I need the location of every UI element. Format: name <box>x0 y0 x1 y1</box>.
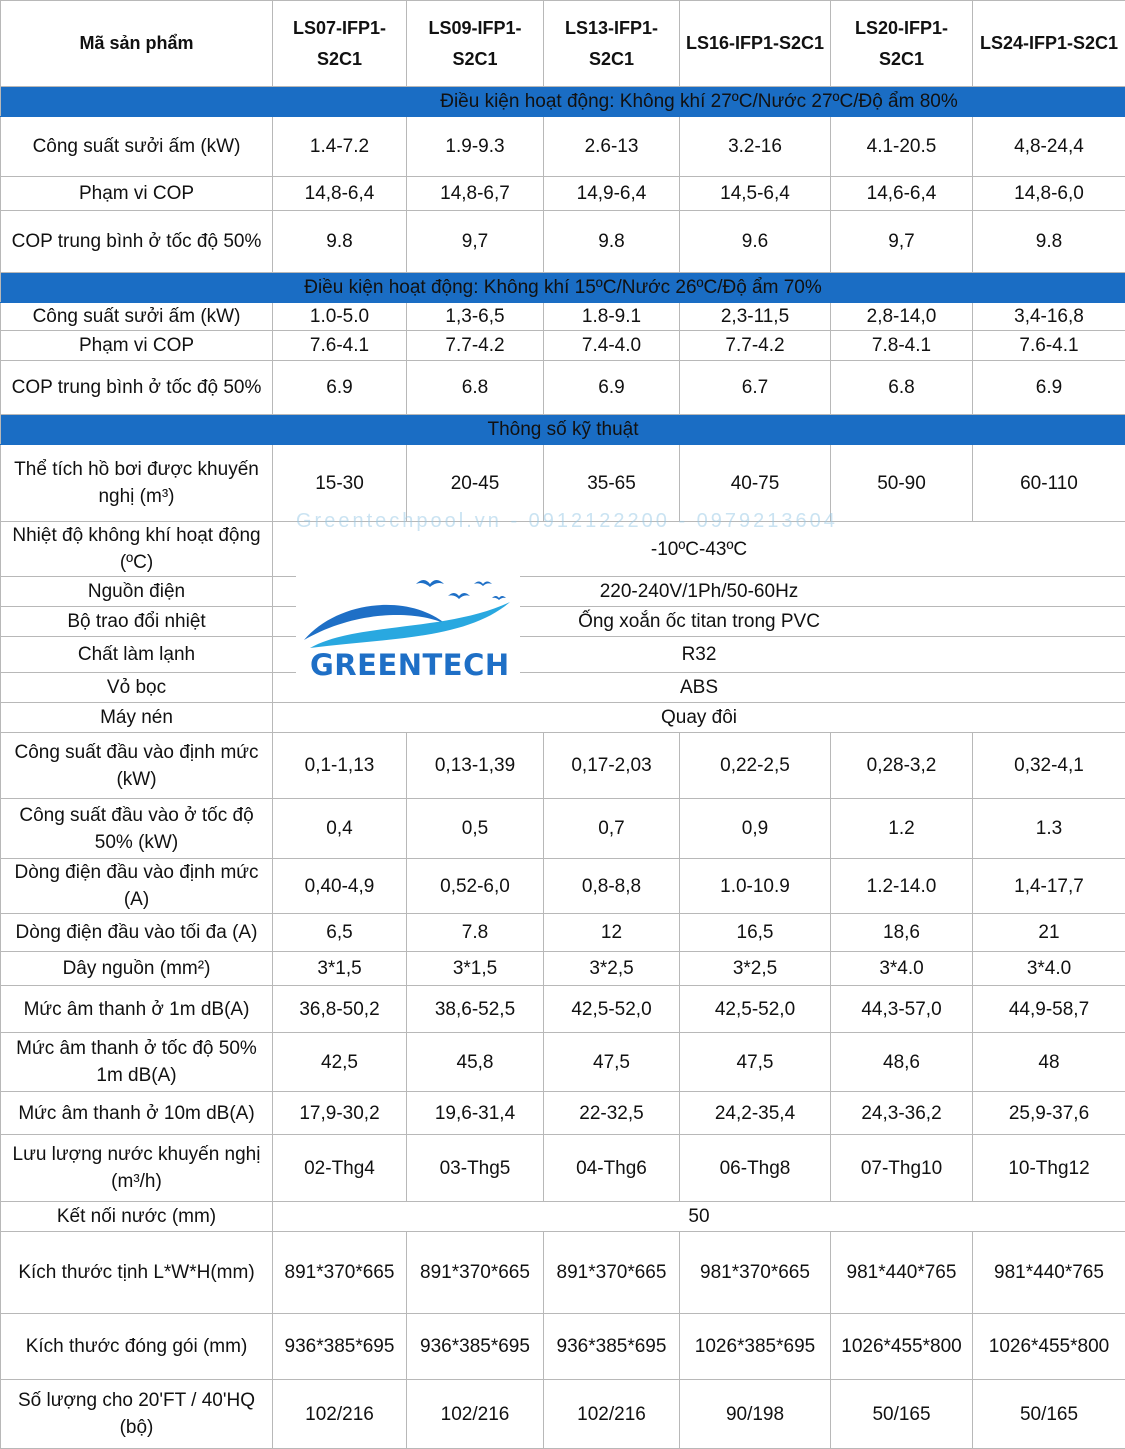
cell-value: 6,5 <box>273 914 407 952</box>
cell-value: 0,7 <box>544 799 680 859</box>
table-row <box>1 1135 1125 1202</box>
cell-value: 47,5 <box>544 1033 680 1092</box>
cell-value: R32 <box>273 637 1125 673</box>
cell-value: 3.2-16 <box>680 117 831 177</box>
cell-value: 48,6 <box>831 1033 973 1092</box>
cell-value: 22-32,5 <box>544 1092 680 1135</box>
cell-value: 3*1,5 <box>407 952 544 986</box>
cell-value: 42,5-52,0 <box>544 986 680 1033</box>
cell-value: 47,5 <box>680 1033 831 1092</box>
cell-value: 981*370*665 <box>680 1232 831 1314</box>
cell-value: 1.2-14.0 <box>831 859 973 914</box>
table-row <box>1 1232 1125 1314</box>
table-row <box>1 177 1125 211</box>
table-row <box>1 577 1125 607</box>
cell-value: 50/165 <box>973 1380 1125 1449</box>
section-title: Điều kiện hoạt động: Không khí 15ºC/Nước 26ºC/Độ ẩm 70% <box>1 273 1125 303</box>
model-header: LS13-IFP1-S2C1 <box>544 1 680 87</box>
row-label: Công suất sưởi ấm (kW) <box>1 117 273 177</box>
cell-value: ABS <box>273 673 1125 703</box>
table-row <box>1 733 1125 799</box>
cell-value: 0,4 <box>273 799 407 859</box>
model-header: LS20-IFP1-S2C1 <box>831 1 973 87</box>
cell-value: 7.4-4.0 <box>544 331 680 361</box>
table-row <box>1 799 1125 859</box>
section-header <box>1 87 1125 117</box>
cell-value: 42,5 <box>273 1033 407 1092</box>
cell-value: 0,17-2,03 <box>544 733 680 799</box>
cell-value: 1.2 <box>831 799 973 859</box>
cell-value: 38,6-52,5 <box>407 986 544 1033</box>
cell-value: 9.8 <box>544 211 680 273</box>
seagulls-and-waves-icon <box>296 562 520 652</box>
cell-value: Ống xoắn ốc titan trong PVC <box>273 607 1125 637</box>
cell-value: 7.7-4.2 <box>407 331 544 361</box>
row-label: COP trung bình ở tốc độ 50% <box>1 361 273 415</box>
cell-value: 35-65 <box>544 445 680 522</box>
row-label: Thể tích hồ bơi được khuyến nghị (m³) <box>1 445 273 522</box>
cell-value: 9.6 <box>680 211 831 273</box>
cell-value: 21 <box>973 914 1125 952</box>
cell-value: 0,52-6,0 <box>407 859 544 914</box>
cell-value: 0,5 <box>407 799 544 859</box>
row-label: Kích thước đóng gói (mm) <box>1 1314 273 1380</box>
cell-value: 24,2-35,4 <box>680 1092 831 1135</box>
cell-value: 12 <box>544 914 680 952</box>
cell-value: 6.9 <box>273 361 407 415</box>
table-row <box>1 1202 1125 1232</box>
table-row <box>1 952 1125 986</box>
cell-value: 936*385*695 <box>407 1314 544 1380</box>
cell-value: 3*2,5 <box>680 952 831 986</box>
cell-value: 891*370*665 <box>407 1232 544 1314</box>
cell-value: 1.8-9.1 <box>544 303 680 331</box>
row-label: Kết nối nước (mm) <box>1 1202 273 1232</box>
cell-value: 6.9 <box>973 361 1125 415</box>
cell-value: 936*385*695 <box>544 1314 680 1380</box>
table-row <box>1 117 1125 177</box>
cell-value: 14,8-6,0 <box>973 177 1125 211</box>
row-label: Mức âm thanh ở tốc độ 50% 1m dB(A) <box>1 1033 273 1092</box>
section-spacer <box>1 87 273 117</box>
cell-value: 14,8-6,7 <box>407 177 544 211</box>
cell-value: 44,3-57,0 <box>831 986 973 1033</box>
cell-value: 1026*385*695 <box>680 1314 831 1380</box>
section-header <box>1 273 1125 303</box>
cell-value: 18,6 <box>831 914 973 952</box>
cell-value: 03-Thg5 <box>407 1135 544 1202</box>
table-row <box>1 673 1125 703</box>
cell-value: 14,9-6,4 <box>544 177 680 211</box>
cell-value: 10-Thg12 <box>973 1135 1125 1202</box>
cell-value: 0,40-4,9 <box>273 859 407 914</box>
cell-value: 3*4.0 <box>831 952 973 986</box>
cell-value: 2,8-14,0 <box>831 303 973 331</box>
row-label: Vỏ bọc <box>1 673 273 703</box>
cell-value: 1,3-6,5 <box>407 303 544 331</box>
cell-value: 981*440*765 <box>973 1232 1125 1314</box>
cell-value: 06-Thg8 <box>680 1135 831 1202</box>
cell-value: 9,7 <box>831 211 973 273</box>
row-label: Chất làm lạnh <box>1 637 273 673</box>
cell-value: 102/216 <box>544 1380 680 1449</box>
cell-value: 4,8-24,4 <box>973 117 1125 177</box>
cell-value: 90/198 <box>680 1380 831 1449</box>
cell-value: 7.8-4.1 <box>831 331 973 361</box>
cell-value: 42,5-52,0 <box>680 986 831 1033</box>
header-label: Mã sản phẩm <box>1 1 273 87</box>
cell-value: 16,5 <box>680 914 831 952</box>
table-row <box>1 607 1125 637</box>
section-header <box>1 415 1125 445</box>
section-title: Thông số kỹ thuật <box>1 415 1125 445</box>
cell-value: 2.6-13 <box>544 117 680 177</box>
row-label: Công suất đầu vào định mức (kW) <box>1 733 273 799</box>
cell-value: 0,22-2,5 <box>680 733 831 799</box>
model-header: LS09-IFP1-S2C1 <box>407 1 544 87</box>
cell-value: 50/165 <box>831 1380 973 1449</box>
row-label: Mức âm thanh ở 10m dB(A) <box>1 1092 273 1135</box>
cell-value: 4.1-20.5 <box>831 117 973 177</box>
table-row <box>1 1033 1125 1092</box>
model-header: LS24-IFP1-S2C1 <box>973 1 1125 87</box>
cell-value: 14,5-6,4 <box>680 177 831 211</box>
cell-value: 0,28-3,2 <box>831 733 973 799</box>
cell-value: 1,4-17,7 <box>973 859 1125 914</box>
greentech-logo <box>296 562 520 688</box>
row-label: Dây nguồn (mm²) <box>1 952 273 986</box>
cell-value: 9.8 <box>273 211 407 273</box>
table-row <box>1 914 1125 952</box>
table-row <box>1 1314 1125 1380</box>
logo-text: GREENTECH <box>310 648 510 682</box>
table-row <box>1 703 1125 733</box>
cell-value: 0,9 <box>680 799 831 859</box>
cell-value: 45,8 <box>407 1033 544 1092</box>
cell-value: 891*370*665 <box>273 1232 407 1314</box>
row-label: Kích thước tịnh L*W*H(mm) <box>1 1232 273 1314</box>
cell-value: 891*370*665 <box>544 1232 680 1314</box>
cell-value: 936*385*695 <box>273 1314 407 1380</box>
cell-value: 04-Thg6 <box>544 1135 680 1202</box>
cell-value: 0,32-4,1 <box>973 733 1125 799</box>
table-row <box>1 331 1125 361</box>
row-label: Bộ trao đổi nhiệt <box>1 607 273 637</box>
row-label: Công suất sưởi ấm (kW) <box>1 303 273 331</box>
cell-value: 3,4-16,8 <box>973 303 1125 331</box>
cell-value: 40-75 <box>680 445 831 522</box>
row-label: Máy nén <box>1 703 273 733</box>
cell-value: 60-110 <box>973 445 1125 522</box>
cell-value: 25,9-37,6 <box>973 1092 1125 1135</box>
row-label: Nguồn điện <box>1 577 273 607</box>
watermark: Greentechpool.vn - 0912122200 - 0979213604 <box>296 510 838 533</box>
cell-value: 50 <box>273 1202 1125 1232</box>
cell-value: 6.8 <box>831 361 973 415</box>
cell-value: 3*4.0 <box>973 952 1125 986</box>
cell-value: 9,7 <box>407 211 544 273</box>
cell-value: 7.6-4.1 <box>973 331 1125 361</box>
cell-value: 7.8 <box>407 914 544 952</box>
cell-value: 2,3-11,5 <box>680 303 831 331</box>
cell-value: 6.9 <box>544 361 680 415</box>
cell-value: 02-Thg4 <box>273 1135 407 1202</box>
cell-value: 220-240V/1Ph/50-60Hz <box>273 577 1125 607</box>
cell-value: 17,9-30,2 <box>273 1092 407 1135</box>
cell-value: 48 <box>973 1033 1125 1092</box>
cell-value: 14,8-6,4 <box>273 177 407 211</box>
row-label: Phạm vi COP <box>1 177 273 211</box>
row-label: Số lượng cho 20'FT / 40'HQ (bộ) <box>1 1380 273 1449</box>
cell-value: 1.0-10.9 <box>680 859 831 914</box>
cell-value: 1026*455*800 <box>831 1314 973 1380</box>
cell-value: 0,1-1,13 <box>273 733 407 799</box>
cell-value: 20-45 <box>407 445 544 522</box>
cell-value: 3*2,5 <box>544 952 680 986</box>
cell-value: 6.7 <box>680 361 831 415</box>
model-header: LS16-IFP1-S2C1 <box>680 1 831 87</box>
cell-value: 15-30 <box>273 445 407 522</box>
cell-value: 07-Thg10 <box>831 1135 973 1202</box>
cell-value: 50-90 <box>831 445 973 522</box>
cell-value: 1.0-5.0 <box>273 303 407 331</box>
header-row <box>1 1 1125 87</box>
cell-value: 102/216 <box>407 1380 544 1449</box>
cell-value: 6.8 <box>407 361 544 415</box>
table-row <box>1 1380 1125 1449</box>
table-row <box>1 637 1125 673</box>
table-row <box>1 303 1125 331</box>
cell-value: 44,9-58,7 <box>973 986 1125 1033</box>
cell-value: 24,3-36,2 <box>831 1092 973 1135</box>
row-label: Phạm vi COP <box>1 331 273 361</box>
cell-value: 36,8-50,2 <box>273 986 407 1033</box>
row-label: Nhiệt độ không khí hoạt động (ºC) <box>1 522 273 577</box>
cell-value: 19,6-31,4 <box>407 1092 544 1135</box>
cell-value: 3*1,5 <box>273 952 407 986</box>
cell-value: 1026*455*800 <box>973 1314 1125 1380</box>
model-header: LS07-IFP1-S2C1 <box>273 1 407 87</box>
table-row <box>1 211 1125 273</box>
table-row <box>1 986 1125 1033</box>
cell-value: 0,8-8,8 <box>544 859 680 914</box>
cell-value: 1.9-9.3 <box>407 117 544 177</box>
row-label: Lưu lượng nước khuyến nghị (m³/h) <box>1 1135 273 1202</box>
table-row <box>1 859 1125 914</box>
row-label: Công suất đầu vào ở tốc độ 50% (kW) <box>1 799 273 859</box>
cell-value: 981*440*765 <box>831 1232 973 1314</box>
row-label: Dòng điện đầu vào định mức (A) <box>1 859 273 914</box>
row-label: Dòng điện đầu vào tối đa (A) <box>1 914 273 952</box>
cell-value: 14,6-6,4 <box>831 177 973 211</box>
section-title: Điều kiện hoạt động: Không khí 27ºC/Nước 27ºC/Độ ẩm 80% <box>273 87 1125 117</box>
cell-value: 7.7-4.2 <box>680 331 831 361</box>
cell-value: 7.6-4.1 <box>273 331 407 361</box>
cell-value: Quay đôi <box>273 703 1125 733</box>
row-label: Mức âm thanh ở 1m dB(A) <box>1 986 273 1033</box>
cell-value: 102/216 <box>273 1380 407 1449</box>
row-label: COP trung bình ở tốc độ 50% <box>1 211 273 273</box>
cell-value: -10ºC-43ºC <box>273 522 1125 577</box>
table-row <box>1 361 1125 415</box>
cell-value: 1.4-7.2 <box>273 117 407 177</box>
cell-value: 1.3 <box>973 799 1125 859</box>
cell-value: 9.8 <box>973 211 1125 273</box>
cell-value: 0,13-1,39 <box>407 733 544 799</box>
table-row <box>1 1092 1125 1135</box>
